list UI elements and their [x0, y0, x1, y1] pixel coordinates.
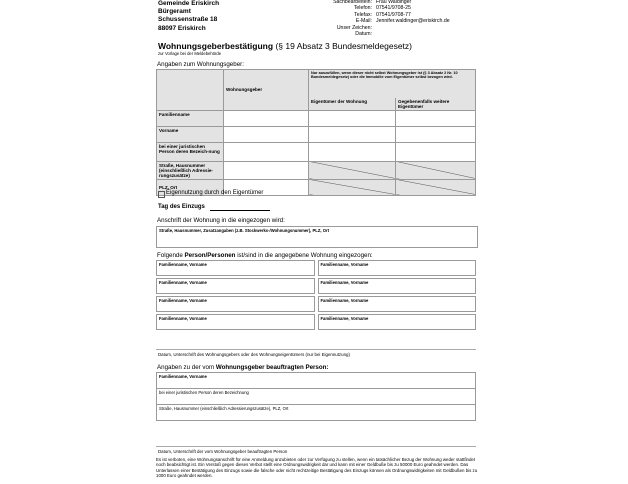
owner-occupancy-checkbox[interactable]: [158, 191, 165, 198]
row-label-city: PLZ, Ort: [157, 179, 224, 195]
landlord-table: [156, 69, 476, 196]
column-header-owner: Eigentümer der Wohnung: [309, 98, 396, 111]
landlord-street-field[interactable]: [224, 161, 309, 179]
sender-line: 88097 Eriskirch: [158, 24, 206, 32]
person-name-field[interactable]: Familienname, Vorname: [318, 296, 477, 312]
signature-label-landlord: Datum, Unterschrift des Wohnungsgebers oder des Wohnungseigentümers (nur bei Eigennutzung): [158, 352, 350, 357]
sender-line: Bürgeramt: [158, 8, 191, 16]
other-owner-entity-field[interactable]: [396, 142, 476, 161]
agent-label-prefix: Angaben zu der vom: [157, 364, 215, 371]
page-title: [158, 41, 412, 51]
owner-note: Nur auszufüllen, wenn dieser nicht selbst Wohnungsgeber ist (§ 3 Absatz 2 Nr. 10 Bundesmeldegesetz) oder die Immobilie vom Eigentümer selbst bezogen wird.: [309, 70, 476, 98]
address-field-hint: Straße, Hausnummer, Zusatzangaben (z.B. Stockwerks-/Wohnungsnummer), PLZ, Ort: [159, 228, 330, 233]
persons-section-label: [157, 252, 373, 259]
owner-surname-field[interactable]: [309, 110, 396, 126]
person-name-field[interactable]: Familienname, Vorname: [318, 314, 477, 330]
contact-label: Datum:: [355, 31, 372, 38]
agent-address-field[interactable]: Straße, Hausnummer (einschließlich Adressierungszusätze), PLZ, Ort: [156, 404, 476, 421]
contact-value: 07541/9708-77: [376, 11, 411, 18]
legal-notice: Es ist verboten, eine Wohnungsanschrift für eine Anmeldung anzubieten oder zur Verfügung zu stellen, wenn ein tatsächlicher Bezug der Wohnung weder stattfindet noch beabsichtigt ist. Ein Verstoß gegen dieses Verbot stellt eine Ordnungswidrigkeit dar und kann mit einer Geldbuße bis zu 50000 Euro geahndet werden. Das Unterlassen einer Bestätigung des Einzugs sowie die falsche oder nicht rechtzeitige Bestätigung des Einzugs können als Ordnungswidrigkeiten mit Geldbußen bis zu 1000 Euro geahndet werden.: [156, 457, 478, 479]
page-subtitle: zur Vorlage bei der Meldebehörde: [158, 51, 222, 56]
owner-street-disabled: [309, 161, 396, 179]
contact-label: Unser Zeichen:: [336, 24, 372, 31]
contact-label: E-Mail:: [355, 18, 372, 25]
agent-section-label: [157, 364, 329, 371]
column-header-landlord: Wohnungsgeber: [224, 70, 309, 111]
other-owner-street-disabled: [396, 161, 476, 179]
persons-grid: [156, 260, 476, 332]
apartment-address-field[interactable]: [156, 226, 478, 248]
title-main: Wohnungsgeberbestätigung: [158, 41, 274, 51]
sender-line: Gemeinde Eriskirch: [158, 0, 220, 7]
column-header-other-owners: Gegebenenfalls weitere Eigentümer: [396, 98, 476, 111]
owner-city-disabled: [309, 179, 396, 195]
landlord-surname-field[interactable]: [224, 110, 309, 126]
persons-label-bold: Person/Personen: [184, 252, 236, 259]
agent-label-bold: Wohnungsgeber beauftragten Person:: [215, 364, 329, 371]
agent-name-field[interactable]: Familienname, Vorname: [156, 372, 476, 389]
other-owner-surname-field[interactable]: [396, 110, 476, 126]
owner-entity-field[interactable]: [309, 142, 396, 161]
address-section-label: Anschrift der Wohnung in die eingezogen wird:: [157, 217, 285, 224]
landlord-entity-field[interactable]: [224, 142, 309, 161]
landlord-firstname-field[interactable]: [224, 126, 309, 142]
owner-occupancy-label: Eigennutzung durch den Eigentümer: [166, 190, 264, 196]
person-name-field[interactable]: Familienname, Vorname: [156, 260, 315, 276]
person-name-field[interactable]: Familienname, Vorname: [156, 296, 315, 312]
sender-address: [158, 0, 219, 33]
persons-label-suffix: ist/sind in die angegebene Wohnung eingezogen:: [237, 252, 373, 259]
signature-line-agent[interactable]: [156, 446, 476, 447]
contact-value: 07541/9708-25: [376, 5, 411, 12]
agent-entity-field[interactable]: bei einer juristischen Person deren Bezeichnung: [156, 388, 476, 405]
title-reference: (§ 19 Absatz 3 Bundesmeldegesetz): [275, 41, 412, 51]
contact-email[interactable]: Jennifer.waldinger@eriskirch.de: [376, 18, 450, 25]
person-name-field[interactable]: Familienname, Vorname: [318, 278, 477, 294]
contact-label: Sachbearbeitein:: [333, 0, 372, 5]
row-label-street: Straße, Hausnummer (einschließlich Adressie-rungszusätze): [157, 161, 224, 179]
row-label-legal-entity: bei einer juristischen Person deren Bezeich-nung: [157, 142, 224, 161]
person-name-field[interactable]: Familienname, Vorname: [156, 278, 315, 294]
contact-value: Frau Waldinger: [376, 0, 412, 5]
landlord-section-label: Angaben zum Wohnungsgeber:: [157, 61, 244, 68]
person-name-field[interactable]: Familienname, Vorname: [156, 314, 315, 330]
person-name-field[interactable]: Familienname, Vorname: [318, 260, 477, 276]
signature-line-landlord[interactable]: [156, 349, 476, 350]
owner-firstname-field[interactable]: [309, 126, 396, 142]
move-in-label: Tag des Einzugs: [158, 204, 205, 210]
other-owner-city-disabled: [396, 179, 476, 195]
signature-label-agent: Datum, Unterschrift der vom Wohnungsgeber beauftragten Person: [158, 449, 288, 454]
agent-fields: [156, 373, 476, 421]
row-label-surname: Familienname: [157, 110, 224, 126]
other-owner-firstname-field[interactable]: [396, 126, 476, 142]
sender-line: Schussenstraße 18: [158, 16, 218, 24]
contact-label: Telefon:: [353, 5, 372, 12]
contact-label: Telefax:: [354, 11, 372, 18]
row-label-firstname: Vorname: [157, 126, 224, 142]
persons-label-prefix: Folgende: [157, 252, 183, 259]
move-in-date-field[interactable]: [210, 210, 270, 211]
corner-cell: [157, 70, 224, 111]
contact-block: [322, 0, 450, 37]
